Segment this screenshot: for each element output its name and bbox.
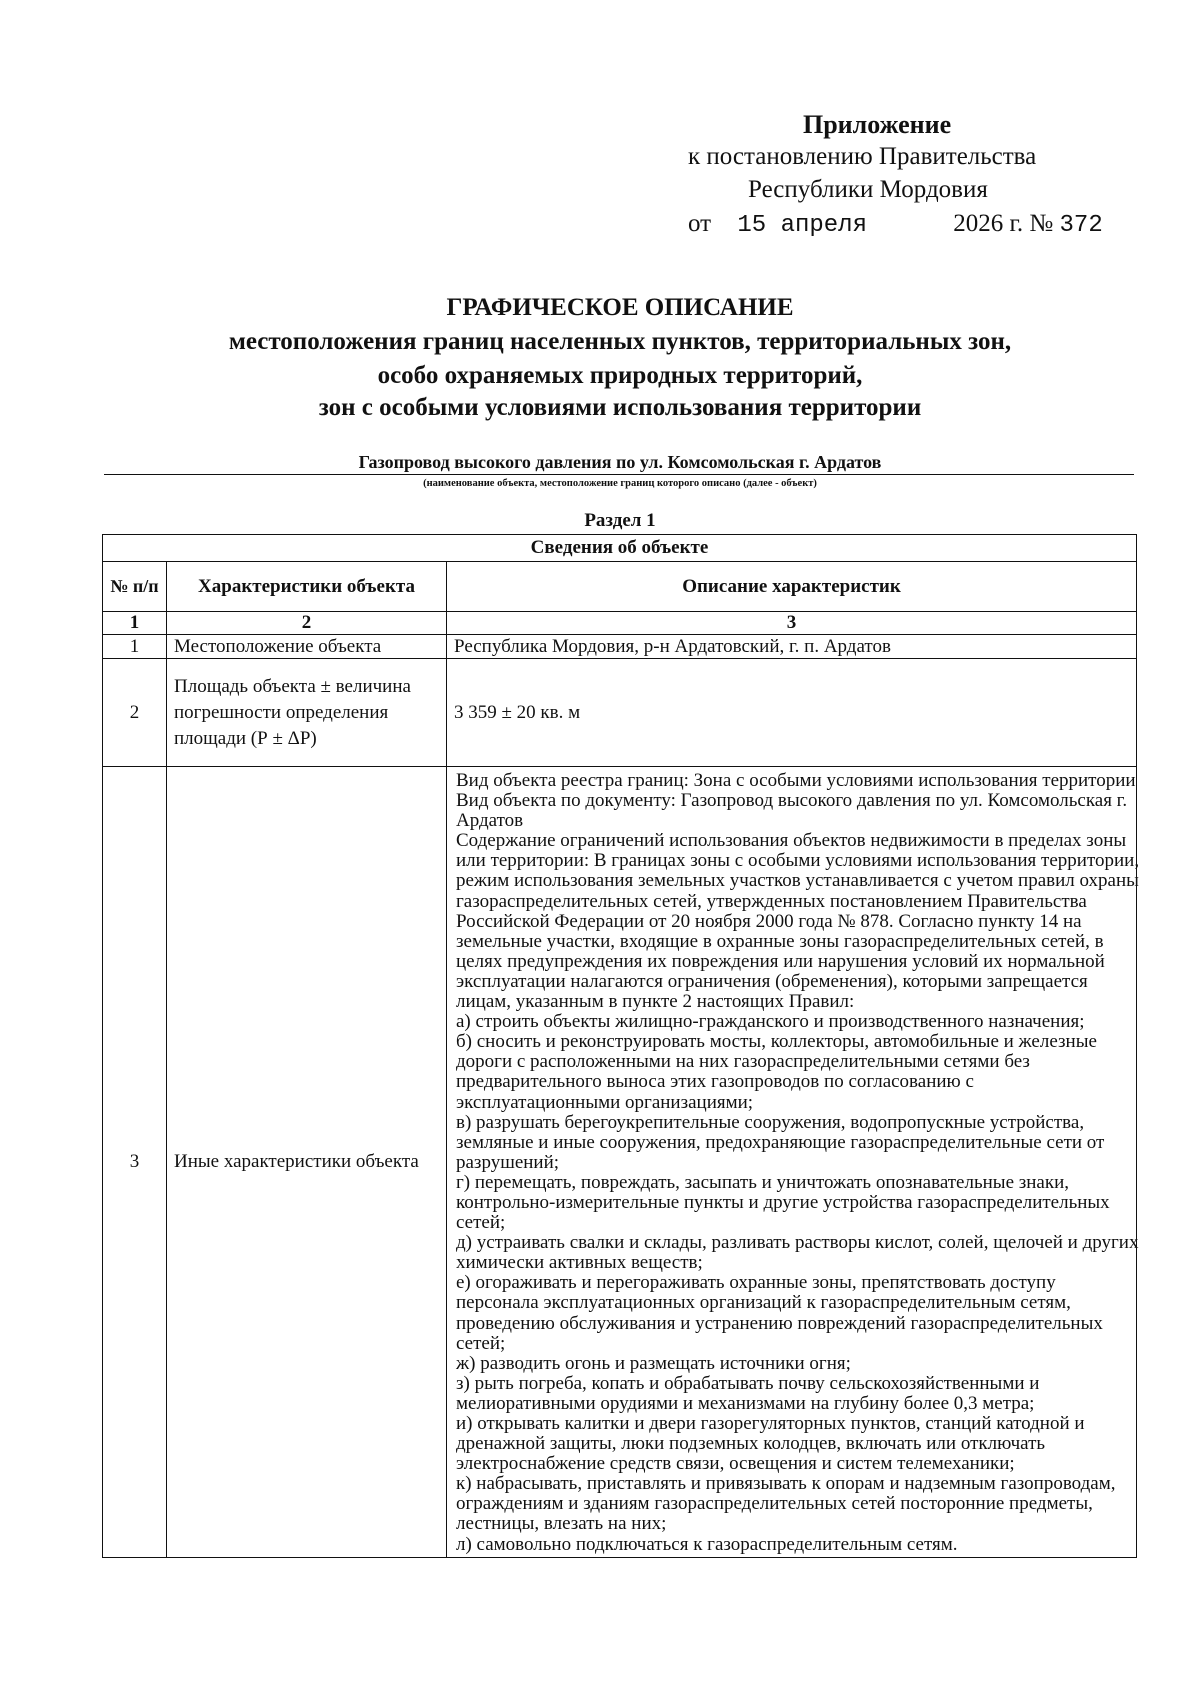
restriction-line: ограждениям и зданиям газораспределительных сетей посторонние предметы, [456,1493,1093,1515]
restriction-line: к) набрасывать, приставлять и привязывать к опорам и надземным газопроводам, [456,1473,1116,1495]
restriction-line: г) перемещать, повреждать, засыпать и уничтожать опознавательные знаки, [456,1171,1070,1193]
restriction-line: разрушений; [456,1151,560,1173]
header-description: Описание характеристик [447,562,1137,612]
restriction-line: режим использования земельных участков устанавливается с учетом правил охраны [456,870,1139,892]
restriction-line: лицам, указанным в пункте 2 настоящих Правил: [456,991,855,1013]
restriction-line: дороги с расположенными на них газораспределительными сетями без [456,1051,1030,1073]
restriction-line: з) рыть погреба, копать и обрабатывать почву сельскохозяйственными и [456,1372,1040,1394]
restriction-line: и) открывать калитки и двери газорегуляторных пунктов, станций катодной и [456,1413,1085,1434]
table-row [103,635,1137,659]
row-number: 1 [103,635,167,659]
restriction-line: электроснабжение средств связи, освещения и систем телемеханики; [456,1453,1015,1475]
restriction-line: дренажной защиты, люки подземных колодцев, включать или отключать [456,1433,1046,1455]
restriction-line: в) разрушать берегоукрепительные сооружения, водопропускные устройства, [456,1111,1085,1133]
restriction-line: а) строить объекты жилищно-гражданского и производственного назначения; [456,1011,1085,1033]
object-caption: (наименование объекта, местоположение границ которого описано (далее - объект) [423,478,817,489]
object-info-table [102,534,1140,1558]
restriction-line: химически активных веществ; [456,1252,703,1274]
restriction-line: целях предупреждения их повреждения или нарушения условий их нормальной [456,950,1105,972]
restriction-line: Вид объекта по документу: Газопровод высокого давления по ул. Комсомольская г. [456,790,1128,812]
document-subtitle-1: местоположения границ населенных пунктов, территориальных зон, [228,328,1012,355]
decree-number: 372 [1059,212,1103,239]
table-row [103,767,1137,1558]
restriction-line: Российской Федерации от 20 ноября 2000 года № 878. Согласно пункту 14 на [456,910,1082,932]
column-number-2: 2 [167,612,447,635]
restriction-line: Ардатов [456,810,524,832]
header-characteristics: Характеристики объекта [167,562,447,612]
appendix-title: Приложение [803,110,952,139]
restriction-line: сетей; [456,1332,506,1354]
row-characteristic: Площадь объекта ± величина погрешности определения площади (Р ± ΔР) [167,659,447,767]
restriction-line: земельные участки, входящие в охранные зоны газораспределительных сетей, в [456,930,1104,952]
restriction-line: е) огораживать и перегораживать охранные зоны, препятствовать доступу [456,1272,1056,1294]
appendix-line-2: Республики Мордовия [748,176,988,203]
restriction-line: ж) разводить огонь и размещать источники огня; [456,1352,851,1374]
restriction-line: д) устраивать свалки и склады, разливать растворы кислот, солей, щелочей и других [456,1232,1139,1254]
object-name: Газопровод высокого давления по ул. Комсомольская г. Ардатов [358,452,882,472]
year-label: 2026 г. № [953,210,1054,237]
table-row [103,659,1137,767]
table-caption: Сведения об объекте [103,535,1137,562]
row-characteristic: Местоположение объекта [167,635,447,659]
restriction-line: эксплуатации налагаются ограничения (обременения), которыми запрещается [456,970,1088,992]
restriction-line: земляные и иные сооружения, предохраняющие газораспределительные сети от [456,1131,1105,1153]
decree-date: 15 апреля [737,212,867,239]
from-label: от [688,210,712,237]
row-number: 2 [103,659,167,767]
restriction-line: сетей; [456,1212,506,1234]
restriction-line: Вид объекта реестра границ: Зона с особыми условиями использования территории [456,770,1136,791]
restriction-line: или территории: В границах зоны с особыми условиями использования территории, [456,850,1140,872]
appendix-date-line [688,210,1103,239]
restriction-line: Содержание ограничений использования объектов недвижимости в пределах зоны [456,830,1127,852]
restriction-line: мелиоративными орудиями и механизмами на глубину более 0,3 метра; [456,1392,1035,1414]
restriction-line: лестницы, влезать на них; [456,1513,667,1535]
restriction-line: контрольно-измерительные пункты и другие устройства газораспределительных [456,1191,1110,1213]
appendix-line-1: к постановлению Правительства [688,143,1037,170]
document-title: ГРАФИЧЕСКОЕ ОПИСАНИЕ [446,294,794,321]
document-subtitle-3: зон с особыми условиями использования территории [318,394,922,421]
restriction-line: л) самовольно подключаться к газораспределительным сетям. [456,1533,958,1555]
restriction-line: газораспределительных сетей, утвержденных постановлением Правительства [456,890,1087,912]
restriction-line: эксплуатационными организациями; [456,1091,754,1113]
row-value-restrictions [447,767,1140,1558]
column-number-3: 3 [447,612,1137,635]
section-title: Раздел 1 [584,510,656,531]
restriction-line: предварительного выноса этих газопроводов по согласованию с [456,1071,974,1093]
header-number: № п/п [103,562,167,612]
restriction-line: проведению обслуживания и устранению повреждений газораспределительных [456,1312,1103,1334]
object-underline [104,474,1134,475]
restriction-line: персонала эксплуатационных организаций к газораспределительным сетям, [456,1292,1071,1314]
row-number: 3 [103,767,167,1558]
row-value: Республика Мордовия, р-н Ардатовский, г. п. Ардатов [447,635,1137,659]
row-characteristic: Иные характеристики объекта [167,767,447,1558]
row-value: 3 359 ± 20 кв. м [447,659,1137,767]
column-number-1: 1 [103,612,167,635]
restriction-line: б) сносить и реконструировать мосты, коллекторы, автомобильные и железные [456,1031,1097,1053]
document-subtitle-2: особо охраняемых природных территорий, [377,362,863,389]
